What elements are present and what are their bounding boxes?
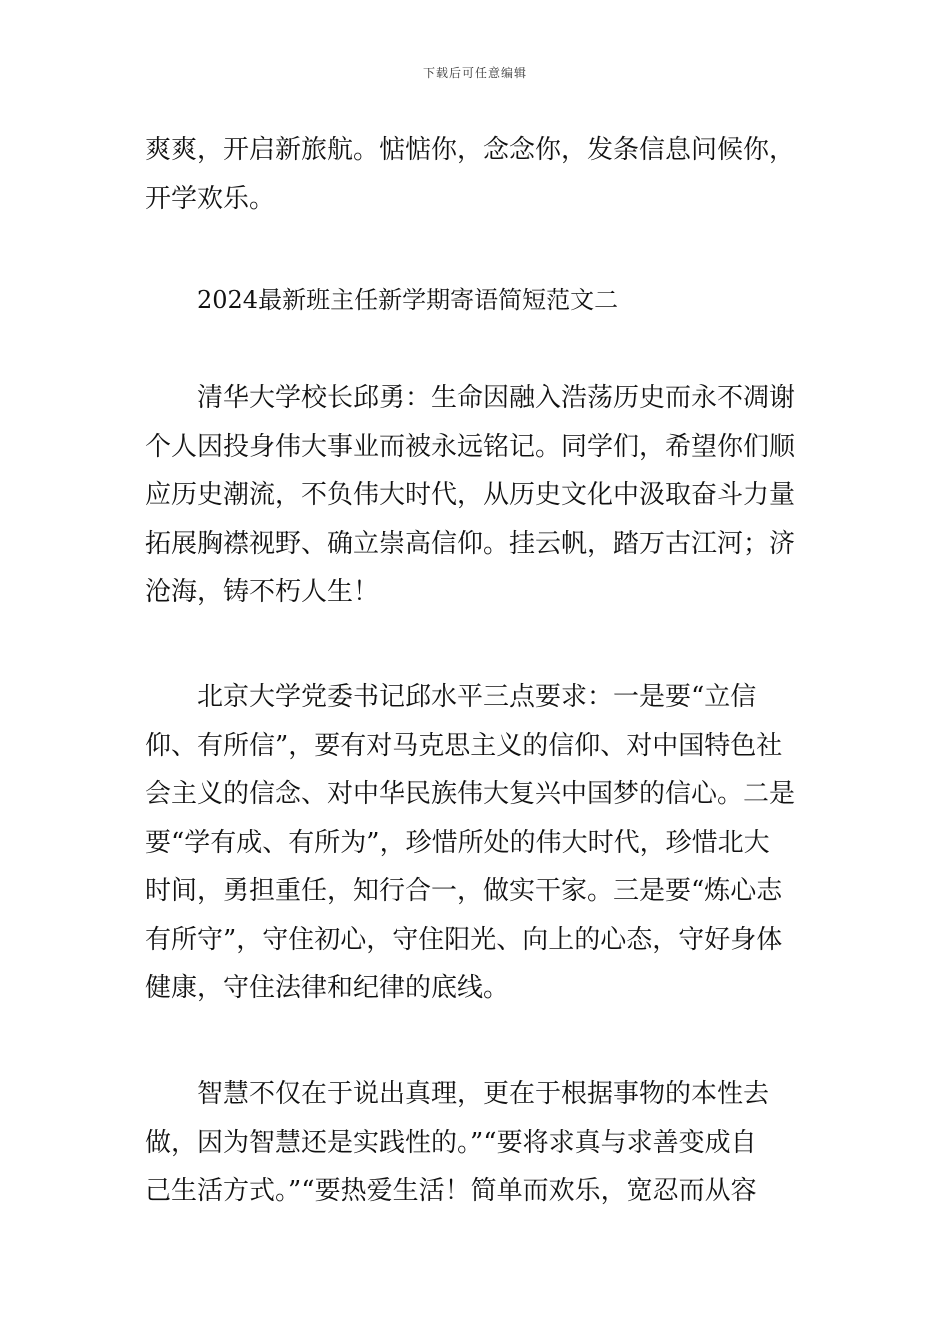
paragraph-peking xyxy=(145,673,807,1013)
text-line: 时间，勇担重任，知行合一，做实干家。三是要“炼心志 xyxy=(145,876,783,906)
text-line: 要“学有成、有所为”，珍惜所处的伟大时代，珍惜北大 xyxy=(145,827,770,858)
text-line: 爽爽，开启新旅航。惦惦你，念念你，发条信息问候你， xyxy=(145,135,796,165)
text-line: 有所守”，守住初心，守住阳光、向上的心态，守好身体 xyxy=(145,924,783,955)
text-line: 仰、有所信”，要有对马克思主义的信仰、对中国特色社 xyxy=(145,730,783,761)
text-line: 会主义的信念、对中华民族伟大复兴中国梦的信心。二是 xyxy=(145,779,796,809)
text-line: 拓展胸襟视野、确立崇高信仰。挂云帆，踏万古江河；济 xyxy=(145,528,796,559)
heading-line: 2024最新班主任新学期寄语简短范文二 xyxy=(197,286,619,314)
text-line: 智慧不仅在于说出真理，更在于根据事物的本性去 xyxy=(145,1079,770,1109)
text-line: 应历史潮流，不负伟大时代，从历史文化中汲取奋斗力量 xyxy=(145,480,796,510)
text-line: 个人因投身伟大事业而被永远铭记。同学们，希望你们顺 xyxy=(145,431,796,462)
text-line: 己生活方式。”“要热爱生活！简单而欢乐，宽忍而从容 xyxy=(145,1176,757,1206)
paragraph-wisdom xyxy=(145,1070,807,1216)
text-line: 北京大学党委书记邱水平三点要求：一是要“立信 xyxy=(145,682,757,712)
text-line: 开学欢乐。 xyxy=(145,183,276,214)
paragraph-1 xyxy=(145,126,807,223)
text-line: 做，因为智慧还是实践性的。”“要将求真与求善变成自 xyxy=(145,1127,757,1158)
text-line: 沧海，铸不朽人生！ xyxy=(145,577,380,607)
text-line: 清华大学校长邱勇：生命因融入浩荡历史而永不凋谢 xyxy=(145,383,796,413)
paragraph-tsinghua xyxy=(145,374,807,617)
page-header: 下载后可任意编辑 xyxy=(422,66,527,80)
text-line: 健康，守住法律和纪律的底线。 xyxy=(145,973,510,1003)
section-heading xyxy=(197,276,797,325)
